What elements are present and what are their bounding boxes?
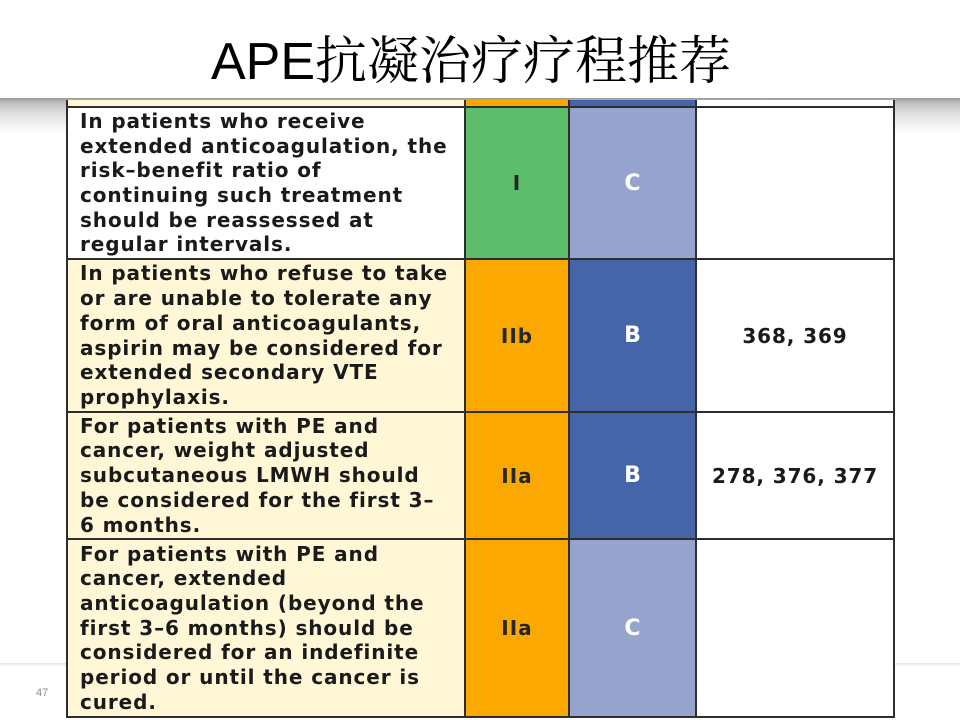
recommendation-line: regular intervals. (80, 232, 293, 257)
level-of-evidence: C (624, 615, 641, 641)
table-row-partial (66, 100, 895, 108)
level-cell (570, 260, 697, 413)
recommendation-line: prophylaxis. (80, 384, 230, 409)
table-row (66, 260, 895, 413)
class-of-recommendation: IIb (500, 323, 534, 348)
recommendation-line: subcutaneous LMWH should (80, 463, 420, 488)
references: 278, 376, 377 (711, 463, 879, 488)
recommendation-line: In patients who receive (80, 108, 366, 133)
recommendation-line: be considered for the first 3– (80, 487, 435, 512)
recommendation-cell (66, 108, 466, 260)
level-cell (570, 100, 697, 108)
level-cell (570, 108, 697, 260)
recommendation-line: cancer, weight adjusted (80, 438, 370, 463)
recommendation-line: or are unable to tolerate any (80, 286, 433, 311)
class-cell (466, 260, 570, 413)
recommendation-line: cured. (80, 689, 157, 714)
recommendation-cell (66, 260, 466, 413)
recommendation-line: aspirin may be considered for (80, 335, 443, 360)
recommendation-line: first 3–6 months) should be (80, 615, 414, 640)
table-row (66, 413, 895, 540)
page-number: 47 (36, 687, 49, 699)
slide-title: APE抗凝治疗疗程推荐 (210, 33, 732, 91)
recommendation-cell (66, 413, 466, 540)
table-row (66, 540, 895, 718)
class-of-recommendation: IIa (501, 616, 533, 640)
recommendation-line: form of oral anticoagulants, (80, 310, 422, 335)
references-cell (697, 108, 895, 260)
recommendation-line: extended secondary VTE (80, 360, 379, 385)
level-of-evidence: B (624, 323, 641, 348)
recommendation-line: cancer, extended (80, 566, 287, 591)
recommendation-line: continuing such treatment (80, 183, 404, 207)
references: 368, 369 (742, 323, 848, 348)
class-cell (466, 108, 570, 260)
references-cell (697, 100, 895, 108)
level-cell (570, 540, 697, 718)
level-of-evidence: B (624, 463, 641, 488)
recommendation-line: For patients with PE and (80, 541, 379, 566)
recommendation-line: considered for an indefinite (80, 640, 420, 665)
recommendation-line: should be reassessed at (80, 207, 374, 232)
class-cell (466, 540, 570, 718)
recommendation-line: In patients who refuse to take (80, 261, 448, 286)
recommendation-cell (66, 540, 466, 718)
recommendation-line: extended anticoagulation, the (80, 133, 448, 158)
recommendation-line: For patients with PE and (80, 413, 379, 438)
references-cell (697, 413, 895, 540)
recommendation-table (66, 100, 895, 718)
references-cell (697, 540, 895, 718)
class-cell (466, 413, 570, 540)
level-cell (570, 413, 697, 540)
recommendation-line: period or until the cancer is (80, 665, 420, 690)
references-cell (697, 260, 895, 413)
level-of-evidence: C (624, 170, 641, 196)
class-cell (466, 100, 570, 108)
recommendation-line: risk–benefit ratio of (80, 158, 322, 183)
class-of-recommendation: I (512, 171, 522, 195)
class-of-recommendation: IIa (501, 463, 533, 488)
recommendation-line: 6 months. (80, 512, 202, 537)
table-row (66, 108, 895, 260)
recommendation-line: anticoagulation (beyond the (80, 590, 425, 615)
recommendation-cell (66, 100, 466, 108)
